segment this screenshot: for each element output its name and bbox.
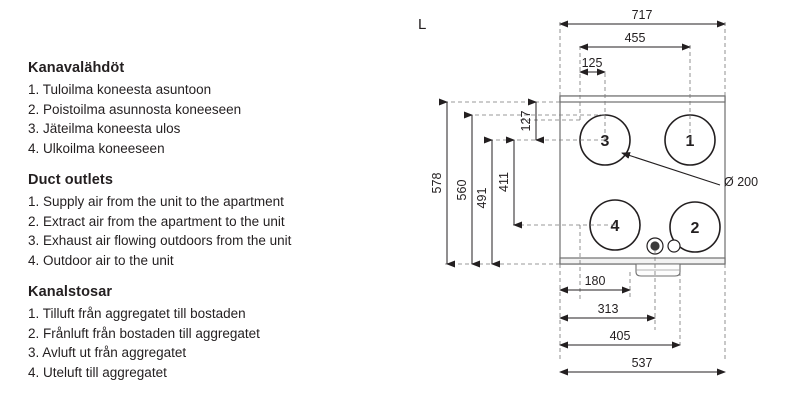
legend-title-en: Duct outlets — [28, 172, 113, 188]
left-dimensions — [430, 102, 536, 264]
list-item: 1. Tilluft från aggregatet till bostaden — [28, 306, 246, 321]
dim-405: 405 — [609, 329, 631, 343]
list-item: 4. Uteluft till aggregatet — [28, 364, 167, 380]
legend-section-fi — [28, 60, 378, 158]
legend-text-column — [28, 60, 378, 396]
top-dimensions — [560, 8, 725, 72]
list-item: 3. Avluft ut från aggregatet — [28, 345, 187, 360]
legend-list-sv — [28, 304, 378, 382]
legend-section-en — [28, 172, 378, 270]
dim-411: 411 — [497, 172, 511, 192]
legend-section-sv — [28, 284, 378, 382]
list-item: 2. Extract air from the apartment to the unit — [28, 213, 285, 229]
dim-717: 717 — [631, 8, 653, 22]
list-item: 1. Tuloilma koneesta asuntoon — [28, 82, 212, 97]
view-label: L — [418, 16, 427, 33]
dim-578: 578 — [430, 172, 444, 194]
legend-list-en — [28, 192, 378, 270]
dim-313: 313 — [597, 302, 619, 316]
port-label-1: 1 — [685, 133, 695, 150]
dim-127: 127 — [519, 110, 533, 132]
list-item: 1. Supply air from the unit to the apartment — [28, 194, 284, 209]
list-item: 2. Poistoilma asunnosta koneeseen — [28, 101, 242, 117]
technical-drawing — [390, 0, 800, 405]
bottom-dimensions — [560, 274, 725, 372]
dim-537: 537 — [631, 356, 653, 370]
list-item: 4. Outdoor air to the unit — [28, 252, 174, 268]
list-item: 3. Exhaust air flowing outdoors from the unit — [28, 233, 292, 248]
drawing-svg — [390, 0, 800, 405]
dim-491: 491 — [475, 187, 489, 209]
diameter-label: Ø 200 — [724, 175, 759, 189]
dim-455: 455 — [624, 31, 646, 45]
dim-125: 125 — [581, 56, 603, 70]
port-label-2: 2 — [690, 220, 700, 237]
legend-title-sv: Kanalstosar — [28, 284, 113, 300]
port-label-3: 3 — [600, 133, 610, 150]
dim-560: 560 — [455, 179, 469, 201]
list-item: 4. Ulkoilma koneeseen — [28, 140, 165, 156]
port-label-4: 4 — [610, 218, 620, 235]
list-item: 3. Jäteilma koneesta ulos — [28, 121, 181, 136]
dim-180: 180 — [584, 274, 606, 288]
list-item: 2. Frånluft från bostaden till aggregatet — [28, 325, 260, 341]
legend-list-fi — [28, 80, 378, 158]
legend-title-fi: Kanavalähdöt — [28, 60, 125, 76]
